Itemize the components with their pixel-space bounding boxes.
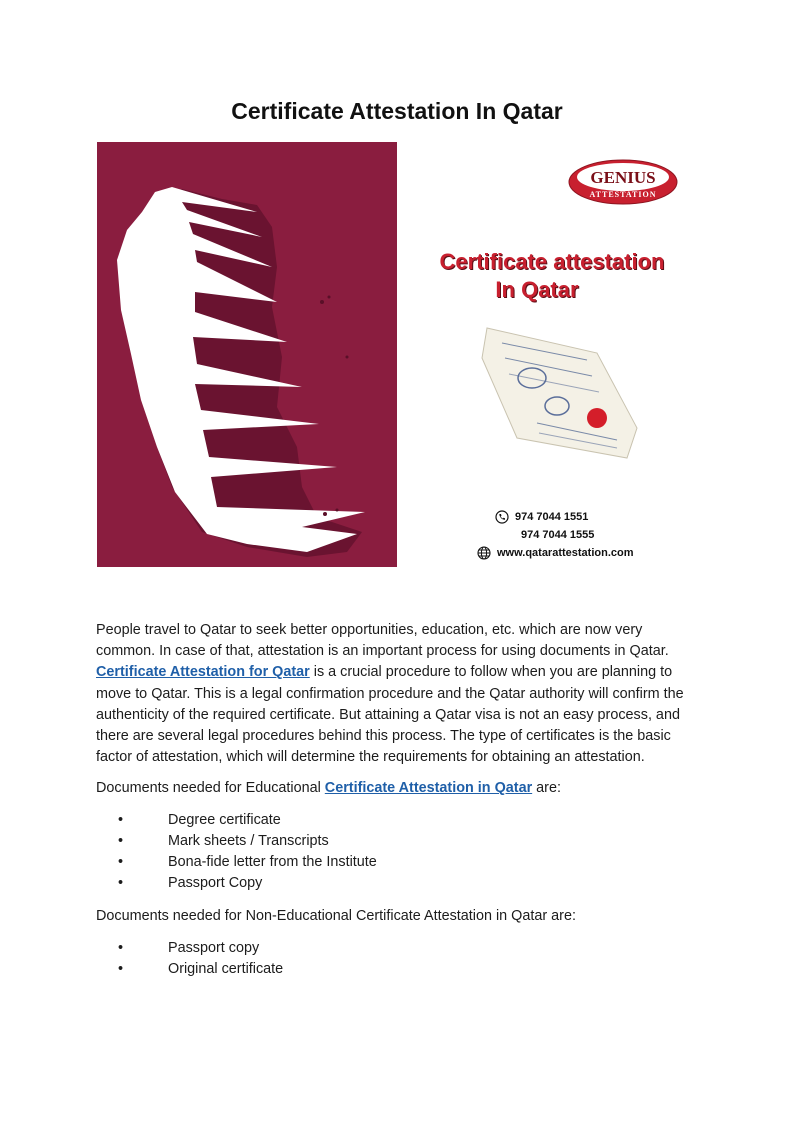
genius-attestation-logo	[567, 158, 679, 206]
phone-row-1	[495, 508, 695, 526]
bullet: •	[118, 960, 124, 977]
qatar-map-graphic	[97, 142, 397, 567]
article-body	[96, 620, 700, 992]
banner-image	[97, 142, 697, 567]
list-item	[96, 852, 700, 873]
certificate-attestation-in-qatar-link[interactable]: Certificate Attestation in Qatar	[324, 780, 533, 797]
list-item-text: Mark sheets / Transcripts	[168, 832, 329, 849]
edu-intro-text: Documents needed for Educational	[96, 780, 325, 797]
educational-intro	[96, 778, 700, 799]
website-url: www.qatarattestation.com	[497, 547, 634, 559]
page-title: Certificate Attestation In Qatar	[231, 98, 563, 124]
phone-number-1: 974 7044 1551	[515, 511, 589, 523]
non-educational-intro: Documents needed for Non-Educational Certificate Attestation in Qatar are:	[96, 908, 576, 925]
intro-text-after: is a crucial procedure to follow when you are planning to move to Qatar. This is a legal confirmation procedure and the Qatar authority will confirm the authenticity of the required certificate. But attaining a Qatar visa is not an easy process, and there are several legal procedures behind this process. The type of certificates is the basic factor of attestation, which will determine the requirements for obtaining an attestation.	[96, 664, 684, 766]
list-item	[96, 938, 700, 959]
bullet: •	[118, 854, 124, 870]
list-item-text: Bona-fide letter from the Institute	[168, 854, 377, 870]
bullet: •	[118, 939, 124, 956]
bullet: •	[118, 811, 124, 828]
intro-text-before: People travel to Qatar to seek better opportunities, education, etc. which are now very common. In case of that, attestation is an important process for using documents in Qatar.	[96, 622, 669, 660]
bullet: •	[118, 832, 124, 849]
phone-number-2: 974 7044 1555	[521, 529, 595, 541]
edu-intro-suffix: are:	[532, 780, 561, 797]
certificate-document-graphic	[477, 318, 647, 468]
educational-documents-list	[96, 810, 700, 895]
contact-block	[495, 508, 695, 562]
globe-icon	[477, 546, 491, 560]
logo-bottom-text: ATTESTATION	[589, 190, 657, 199]
list-item-text: Original certificate	[168, 960, 284, 977]
certificate-attestation-for-qatar-link[interactable]: Certificate Attestation for Qatar	[96, 664, 310, 681]
list-item	[96, 873, 700, 894]
list-item-text: Passport Copy	[168, 875, 263, 892]
list-item	[96, 959, 700, 980]
phone-icon	[495, 510, 509, 524]
logo-top-text: GENIUS	[590, 168, 656, 187]
bullet: •	[118, 875, 124, 892]
list-item-text: Degree certificate	[168, 811, 281, 828]
list-item-text: Passport copy	[168, 939, 260, 956]
website-row	[477, 544, 695, 562]
phone-row-2	[495, 526, 695, 544]
list-item	[96, 810, 700, 831]
banner-headline	[417, 248, 687, 304]
intro-paragraph	[96, 620, 700, 768]
banner-headline-line1: Certificate attestation	[439, 249, 665, 274]
list-item	[96, 831, 700, 852]
non-educational-documents-list	[96, 938, 700, 980]
banner-headline-line2: In Qatar	[495, 277, 579, 302]
